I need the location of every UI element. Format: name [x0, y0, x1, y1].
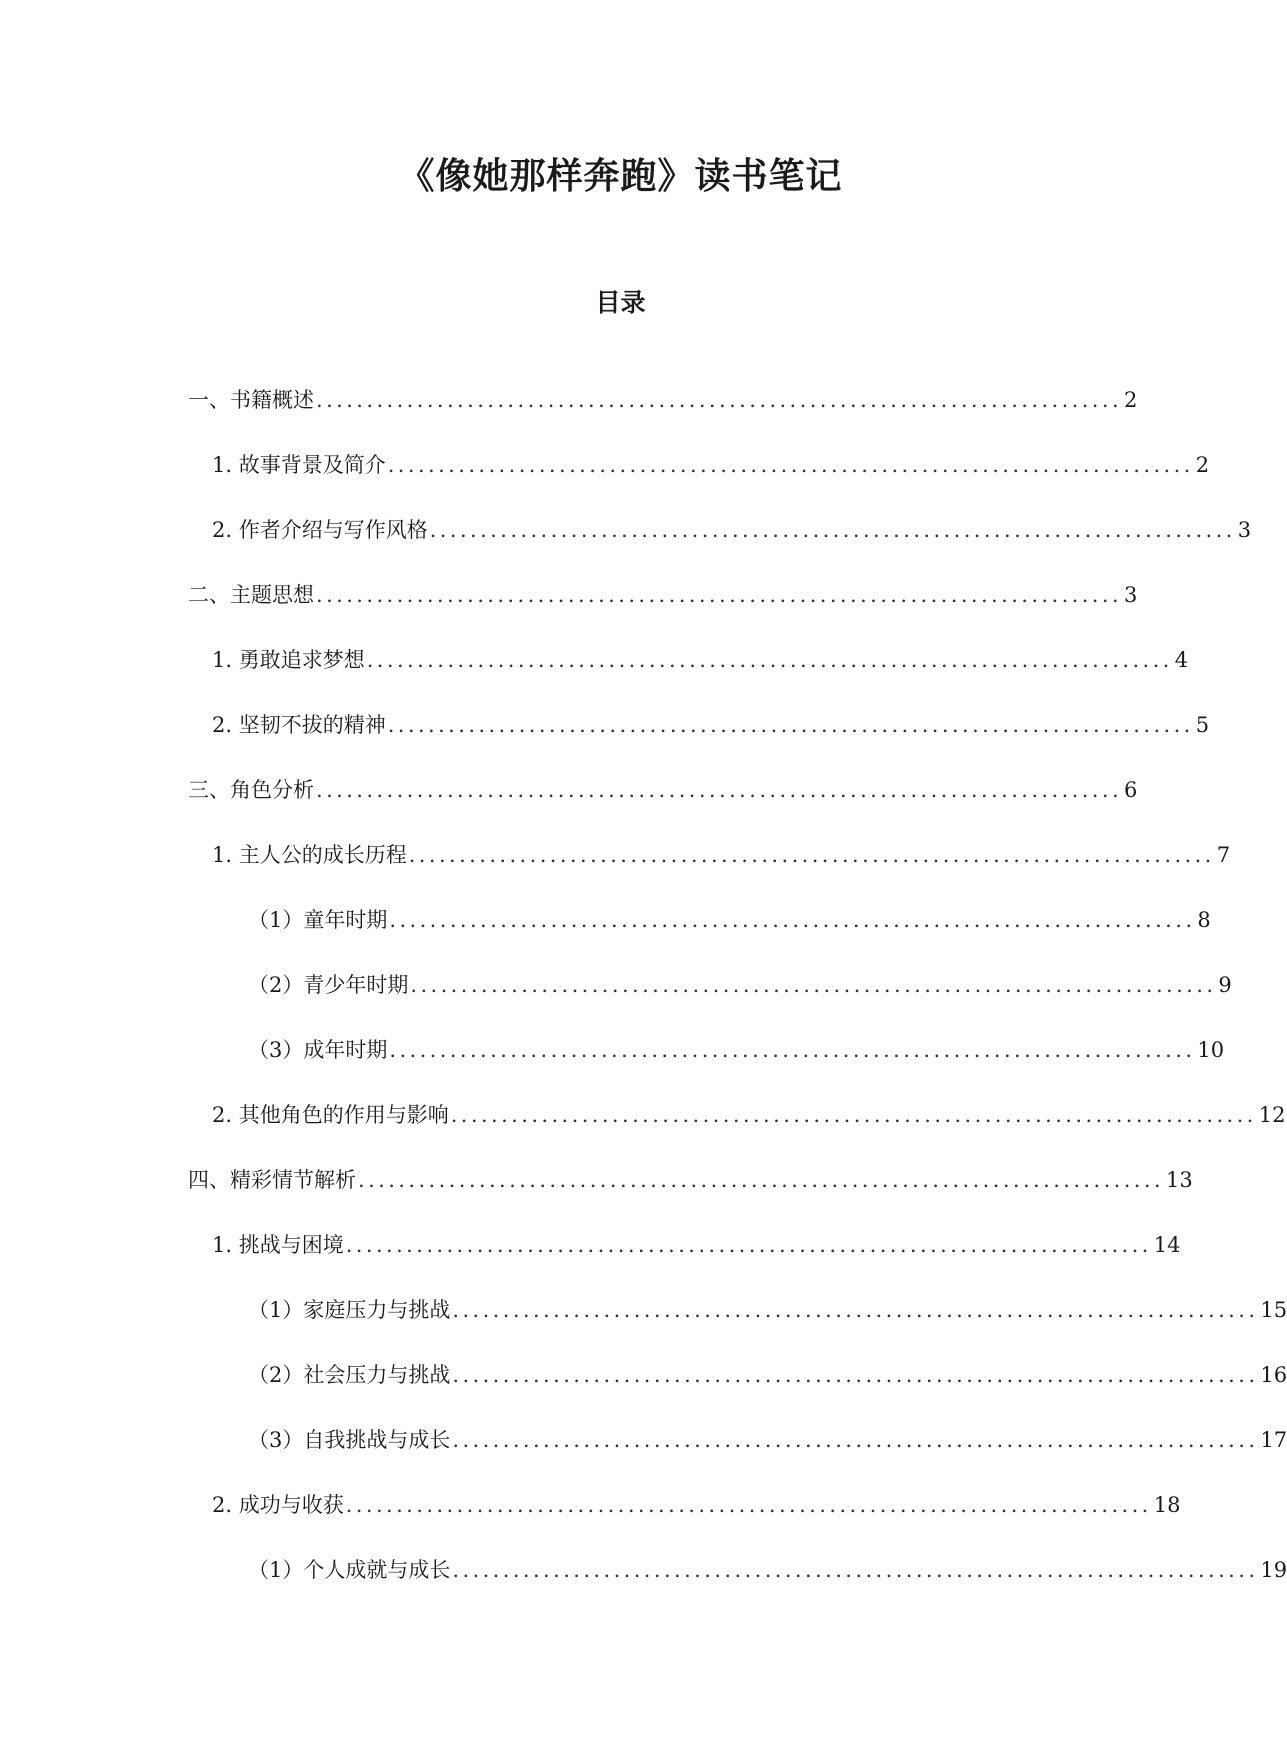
toc-entry-page: 9	[1218, 973, 1232, 997]
toc-entry-page: 2	[1124, 388, 1138, 412]
toc-entry-label: 1. 挑战与困境	[212, 1233, 344, 1257]
toc-entry-page: 13	[1166, 1168, 1193, 1192]
toc-entry-page: 18	[1153, 1493, 1181, 1517]
toc-entry-label: 2. 坚韧不拔的精神	[212, 713, 386, 737]
toc-entry-page: 8	[1197, 908, 1211, 932]
toc-entry-page: 10	[1197, 1038, 1225, 1062]
toc-entry-page: 7	[1216, 843, 1231, 867]
toc-entry-page: 2	[1195, 453, 1210, 477]
toc-entry-label: （1）个人成就与成长	[248, 1558, 451, 1582]
toc-entry[interactable]	[248, 970, 1232, 1000]
toc-entry[interactable]	[212, 1230, 1181, 1260]
toc-entry[interactable]	[212, 1100, 1286, 1130]
toc-leader-dots: ................................................................................	[387, 713, 1194, 737]
toc-entry[interactable]	[248, 1555, 1287, 1585]
toc-leader-dots: ................................................................................	[389, 1038, 1196, 1062]
toc-entry[interactable]	[248, 905, 1211, 935]
toc-entry[interactable]	[248, 1035, 1225, 1065]
toc-entry-label: 1. 勇敢追求梦想	[212, 648, 365, 672]
toc-leader-dots: ................................................................................	[358, 1168, 1165, 1192]
toc-entry-label: 1. 主人公的成长历程	[212, 843, 407, 867]
toc-entry[interactable]	[188, 1165, 1193, 1195]
toc-entry-page: 16	[1260, 1363, 1287, 1387]
toc-entry[interactable]	[188, 385, 1138, 415]
toc-leader-dots: ................................................................................	[450, 1103, 1257, 1127]
toc-entry-label: （3）成年时期	[248, 1038, 388, 1062]
toc-leader-dots: ................................................................................	[452, 1558, 1259, 1582]
toc-entry[interactable]	[212, 710, 1210, 740]
toc-entry-page: 6	[1124, 778, 1138, 802]
toc-leader-dots: ................................................................................	[452, 1428, 1259, 1452]
toc-entry-label: （2）青少年时期	[248, 973, 409, 997]
toc-entry-label: 四、精彩情节解析	[188, 1168, 356, 1192]
toc-entry[interactable]	[188, 580, 1138, 610]
toc-leader-dots: ................................................................................	[345, 1493, 1152, 1517]
toc-entry[interactable]	[188, 775, 1138, 805]
toc-entry-label: （1）家庭压力与挑战	[248, 1298, 451, 1322]
toc-entry-page: 15	[1260, 1298, 1287, 1322]
toc-entry-page: 3	[1237, 518, 1252, 542]
toc-entry-page: 12	[1258, 1103, 1286, 1127]
toc-entry[interactable]	[248, 1295, 1287, 1325]
toc-heading: 目录	[595, 288, 646, 317]
toc-entry[interactable]	[212, 840, 1231, 870]
toc-entry-label: （2）社会压力与挑战	[248, 1363, 451, 1387]
toc-entry-page: 5	[1195, 713, 1210, 737]
toc-entry-label: （1）童年时期	[248, 908, 388, 932]
toc-entry-label: 二、主题思想	[188, 583, 314, 607]
toc-entry-page: 14	[1153, 1233, 1181, 1257]
toc-leader-dots: ................................................................................	[387, 453, 1194, 477]
toc-entry[interactable]	[248, 1360, 1287, 1390]
toc-entry-page: 17	[1260, 1428, 1287, 1452]
document-title: 《像她那样奔跑》读书笔记	[398, 156, 843, 197]
toc-entry-page: 19	[1260, 1558, 1287, 1582]
toc-entry-label: 2. 成功与收获	[212, 1493, 344, 1517]
toc-entry-label: 2. 作者介绍与写作风格	[212, 518, 428, 542]
toc-leader-dots: ................................................................................	[429, 518, 1236, 542]
toc-entry[interactable]	[212, 515, 1252, 545]
toc-leader-dots: ................................................................................	[452, 1363, 1259, 1387]
toc-entry-label: （3）自我挑战与成长	[248, 1428, 451, 1452]
toc-entry[interactable]	[212, 450, 1210, 480]
toc-entry[interactable]	[212, 1490, 1181, 1520]
toc-leader-dots: ................................................................................	[316, 583, 1123, 607]
toc-entry-label: 三、角色分析	[188, 778, 314, 802]
toc-leader-dots: ................................................................................	[366, 648, 1173, 672]
toc-leader-dots: ................................................................................	[389, 908, 1196, 932]
toc-entry-page: 3	[1124, 583, 1138, 607]
toc-leader-dots: ................................................................................	[316, 778, 1123, 802]
toc-entry-label: 1. 故事背景及简介	[212, 453, 386, 477]
toc-leader-dots: ................................................................................	[410, 973, 1217, 997]
toc-entry[interactable]	[248, 1425, 1287, 1455]
toc-entry-label: 一、书籍概述	[188, 388, 314, 412]
toc-leader-dots: ................................................................................	[316, 388, 1123, 412]
toc-leader-dots: ................................................................................	[452, 1298, 1259, 1322]
toc-leader-dots: ................................................................................	[345, 1233, 1152, 1257]
toc-entry[interactable]	[212, 645, 1189, 675]
toc-entry-page: 4	[1174, 648, 1189, 672]
toc-leader-dots: ................................................................................	[408, 843, 1215, 867]
toc-entry-label: 2. 其他角色的作用与影响	[212, 1103, 449, 1127]
